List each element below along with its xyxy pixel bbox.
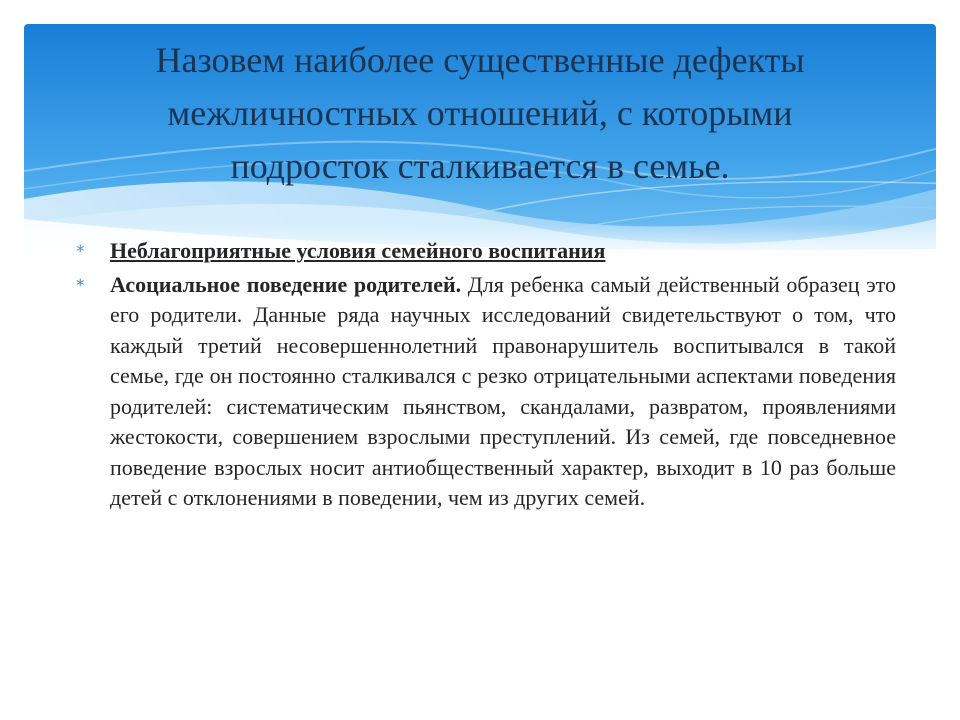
list-item <box>76 270 896 514</box>
bullet-text: Для ребенка самый действенный образец это его родители. Данные ряда научных исследований свидетельствуют о том, что каждый третий несовершеннолетний правонарушитель воспитывался в такой семье, где он постоянно сталкивался с резко отрицательными аспектами поведения родителей: систематическим пьянством, скандалами, развратом, проявлениями жестокости, совершением взрослыми преступлений. Из семей, где повседневное поведение взрослых носит антиобщественный характер, выходит в 10 раз больше детей с отклонениями в поведении, чем из других семей. <box>110 271 896 510</box>
title-line: межличностных отношений, с которыми <box>167 93 793 133</box>
asterisk-icon: * <box>76 242 85 262</box>
title-line: подросток сталкивается в семье. <box>230 146 730 186</box>
title-line: Назовем наиболее существенные дефекты <box>155 40 805 80</box>
asterisk-icon: * <box>76 275 85 296</box>
bullet-heading: Асоциальное поведение родителей. <box>110 271 462 297</box>
bullet-list <box>76 236 896 517</box>
slide-title <box>24 34 936 193</box>
list-item <box>76 236 896 267</box>
bullet-heading: Неблагоприятные условия семейного воспитания <box>110 238 606 263</box>
